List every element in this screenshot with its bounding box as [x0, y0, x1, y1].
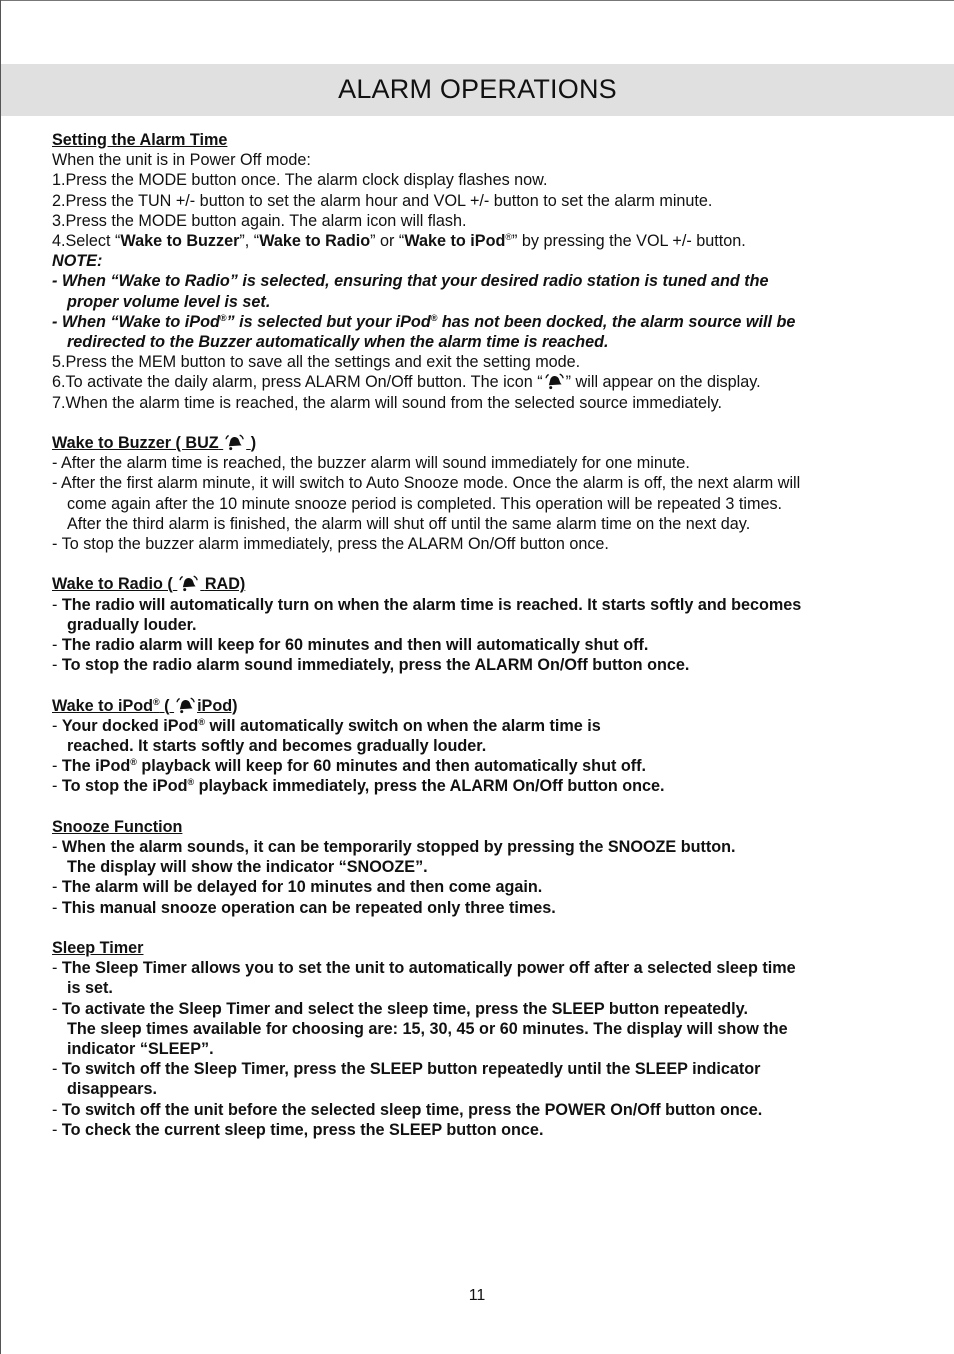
registered-mark: ® — [130, 757, 137, 768]
ipod-item-text: The iPod — [61, 757, 131, 776]
radio-item-text: To stop the radio alarm sound immediately, press the ALARM On/Off button once. — [61, 656, 690, 675]
radio-item-1: - The radio will automatically turn on when the alarm time is reached. It starts softly and becomes — [52, 595, 802, 614]
registered-mark: ® — [430, 312, 438, 323]
step6-text: ” will appear on the display. — [565, 373, 761, 392]
note-1: - When “Wake to Radio” is selected, ensuring that your desired radio station is tuned and the — [52, 272, 769, 291]
title-banner — [1, 64, 954, 116]
heading-text: iPod) — [197, 696, 238, 715]
note-2 — [52, 312, 902, 332]
sleep-item-5: - To check the current sleep time, press the SLEEP button once. — [52, 1120, 544, 1139]
sleep-item-text: To switch off the unit before the selected sleep time, press the POWER On/Off button once. — [61, 1100, 763, 1119]
sleep-item-text: To activate the Sleep Timer and select the sleep time, press the SLEEP button repeatedly. — [61, 999, 748, 1018]
ipod-item-1: - Your docked iPod® will automatically switch on when the alarm time is — [52, 716, 601, 735]
buzzer-item-2-continued: come again after the 10 minute snooze period is completed. This operation will be repeated 3 times. — [67, 494, 783, 513]
section-heading-wake-to-buzzer — [52, 433, 902, 453]
alarm-bell-icon — [545, 373, 564, 390]
step4-text: ” by pressing the VOL +/- button. — [511, 232, 746, 251]
snooze-item-text: When the alarm sounds, it can be temporarily stopped by pressing the SNOOZE button. — [61, 838, 736, 857]
registered-mark: ® — [198, 716, 205, 727]
page-border-top — [0, 0, 954, 1]
heading-text: Wake to iPod — [52, 696, 154, 715]
sleep-item-text: The Sleep Timer allows you to set the unit to automatically power off after a selected sleep time — [61, 959, 796, 978]
note2-text: - When “Wake to iPod — [52, 312, 220, 331]
sleep-item-3: - To switch off the Sleep Timer, press the SLEEP button repeatedly until the SLEEP indicator — [52, 1060, 761, 1079]
section-heading-sleep-timer: Sleep Timer — [52, 939, 144, 958]
step6-text: 6.To activate the daily alarm, press ALARM On/Off button. The icon “ — [52, 373, 543, 392]
heading-text: Wake to Buzzer ( BUZ — [52, 434, 219, 453]
setting-step-3: 3.Press the MODE button again. The alarm icon will flash. — [52, 211, 467, 230]
buzzer-item-1: - After the alarm time is reached, the buzzer alarm will sound immediately for one minute. — [52, 454, 690, 473]
setting-step-4 — [52, 231, 902, 251]
ipod-item-text: playback will keep for 60 minutes and then automatically shut off. — [136, 757, 647, 776]
registered-mark: ® — [187, 777, 195, 788]
setting-intro: When the unit is in Power Off mode: — [52, 151, 311, 170]
setting-step-6 — [52, 372, 902, 392]
radio-item-text: The radio will automatically turn on when the alarm time is reached. It starts softly and becomes — [61, 595, 802, 614]
registered-mark: ® — [219, 312, 227, 323]
setting-step-1: 1.Press the MODE button once. The alarm clock display flashes now. — [52, 171, 548, 190]
ipod-item-text: To stop the iPod — [61, 777, 188, 796]
sleep-item-1-continued: is set. — [67, 979, 113, 998]
buzzer-item-2-continued: After the third alarm is finished, the alarm will shut off until the same alarm time on the next day. — [67, 514, 751, 533]
sleep-item-3-continued: disappears. — [67, 1080, 157, 1099]
registered-mark: ® — [505, 232, 512, 243]
snooze-item-2: - The alarm will be delayed for 10 minutes and then come again. — [52, 878, 543, 897]
section-heading-wake-to-ipod — [52, 696, 902, 716]
setting-step-7: 7.When the alarm time is reached, the alarm will sound from the selected source immediately. — [52, 393, 722, 412]
radio-item-2: - The radio alarm will keep for 60 minutes and then will automatically shut off. — [52, 636, 649, 655]
step4-text: 4.Select “ — [52, 232, 121, 251]
note2-text: has not been docked, the alarm source will be — [437, 312, 796, 331]
section-heading-wake-to-radio — [52, 574, 902, 594]
section-heading-setting-alarm-time: Setting the Alarm Time — [52, 131, 228, 149]
section-heading-snooze-function: Snooze Function — [52, 817, 183, 836]
radio-item-text: The radio alarm will keep for 60 minutes and then will automatically shut off. — [61, 636, 649, 655]
sleep-item-2-continued: The sleep times available for choosing are: 15, 30, 45 or 60 minutes. The display will show the — [67, 1019, 788, 1038]
buzzer-item-3: - To stop the buzzer alarm immediately, press the ALARM On/Off button once. — [52, 535, 609, 554]
sleep-item-text: To switch off the Sleep Timer, press the SLEEP button repeatedly until the SLEEP indicator — [61, 1060, 761, 1079]
page-title: ALARM OPERATIONS — [338, 74, 617, 104]
sleep-item-4: - To switch off the unit before the selected sleep time, press the POWER On/Off button once. — [52, 1100, 763, 1119]
heading-text: ) — [250, 434, 257, 453]
step4-option-ipod: Wake to iPod — [404, 232, 506, 251]
ipod-item-text: playback immediately, press the ALARM On/Off button once. — [194, 777, 665, 796]
sleep-item-1: - The Sleep Timer allows you to set the unit to automatically power off after a selected sleep time — [52, 959, 796, 978]
step4-option-radio: Wake to Radio — [259, 232, 371, 251]
ipod-item-3: - To stop the iPod® playback immediately, press the ALARM On/Off button once. — [52, 777, 665, 796]
note-2-continued: redirected to the Buzzer automatically when the alarm time is reached. — [67, 333, 609, 352]
setting-step-5: 5.Press the MEM button to save all the settings and exit the setting mode. — [52, 353, 581, 372]
alarm-bell-icon — [176, 697, 195, 714]
note-1-continued: proper volume level is set. — [67, 292, 271, 311]
snooze-item-3: - This manual snooze operation can be repeated only three times. — [52, 898, 556, 917]
page-number: 11 — [468, 1287, 486, 1304]
setting-step-2: 2.Press the TUN +/- button to set the alarm hour and VOL +/- button to set the alarm minute. — [52, 191, 713, 210]
page-border-left — [0, 0, 1, 1354]
note2-text: ” is selected but your iPod — [226, 312, 431, 331]
snooze-item-1: - When the alarm sounds, it can be temporarily stopped by pressing the SNOOZE button. — [52, 838, 736, 857]
buzzer-item-2: - After the first alarm minute, it will switch to Auto Snooze mode. Once the alarm is off, the next alarm will — [52, 474, 801, 493]
snooze-item-text: This manual snooze operation can be repeated only three times. — [61, 898, 556, 917]
manual-content — [52, 130, 902, 1140]
sleep-item-2: - To activate the Sleep Timer and select the sleep time, press the SLEEP button repeatedly. — [52, 999, 748, 1018]
step4-text: ”, “ — [239, 232, 260, 251]
ipod-item-2: - The iPod® playback will keep for 60 minutes and then automatically shut off. — [52, 757, 647, 776]
heading-text: Wake to Radio ( — [52, 575, 173, 594]
step4-text: ” or “ — [370, 232, 405, 251]
heading-text: RAD) — [204, 575, 246, 594]
snooze-item-1-continued: The display will show the indicator “SNOOZE”. — [67, 858, 428, 877]
ipod-item-1-continued: reached. It starts softly and becomes gradually louder. — [67, 737, 487, 756]
step4-option-buzzer: Wake to Buzzer — [120, 232, 240, 251]
ipod-item-text: Your docked iPod — [61, 716, 199, 735]
radio-item-1-continued: gradually louder. — [67, 615, 197, 634]
alarm-bell-icon — [225, 434, 244, 451]
snooze-item-text: The alarm will be delayed for 10 minutes and then come again. — [61, 878, 543, 897]
note-label: NOTE: — [52, 252, 103, 271]
alarm-bell-icon — [179, 575, 198, 592]
ipod-item-text: will automatically switch on when the alarm time is — [204, 716, 601, 735]
sleep-item-text: To check the current sleep time, press the SLEEP button once. — [61, 1120, 544, 1139]
registered-mark: ® — [153, 696, 160, 707]
heading-text: ( — [159, 696, 170, 715]
radio-item-3: - To stop the radio alarm sound immediately, press the ALARM On/Off button once. — [52, 656, 690, 675]
sleep-item-2-continued: indicator “SLEEP”. — [67, 1040, 214, 1059]
